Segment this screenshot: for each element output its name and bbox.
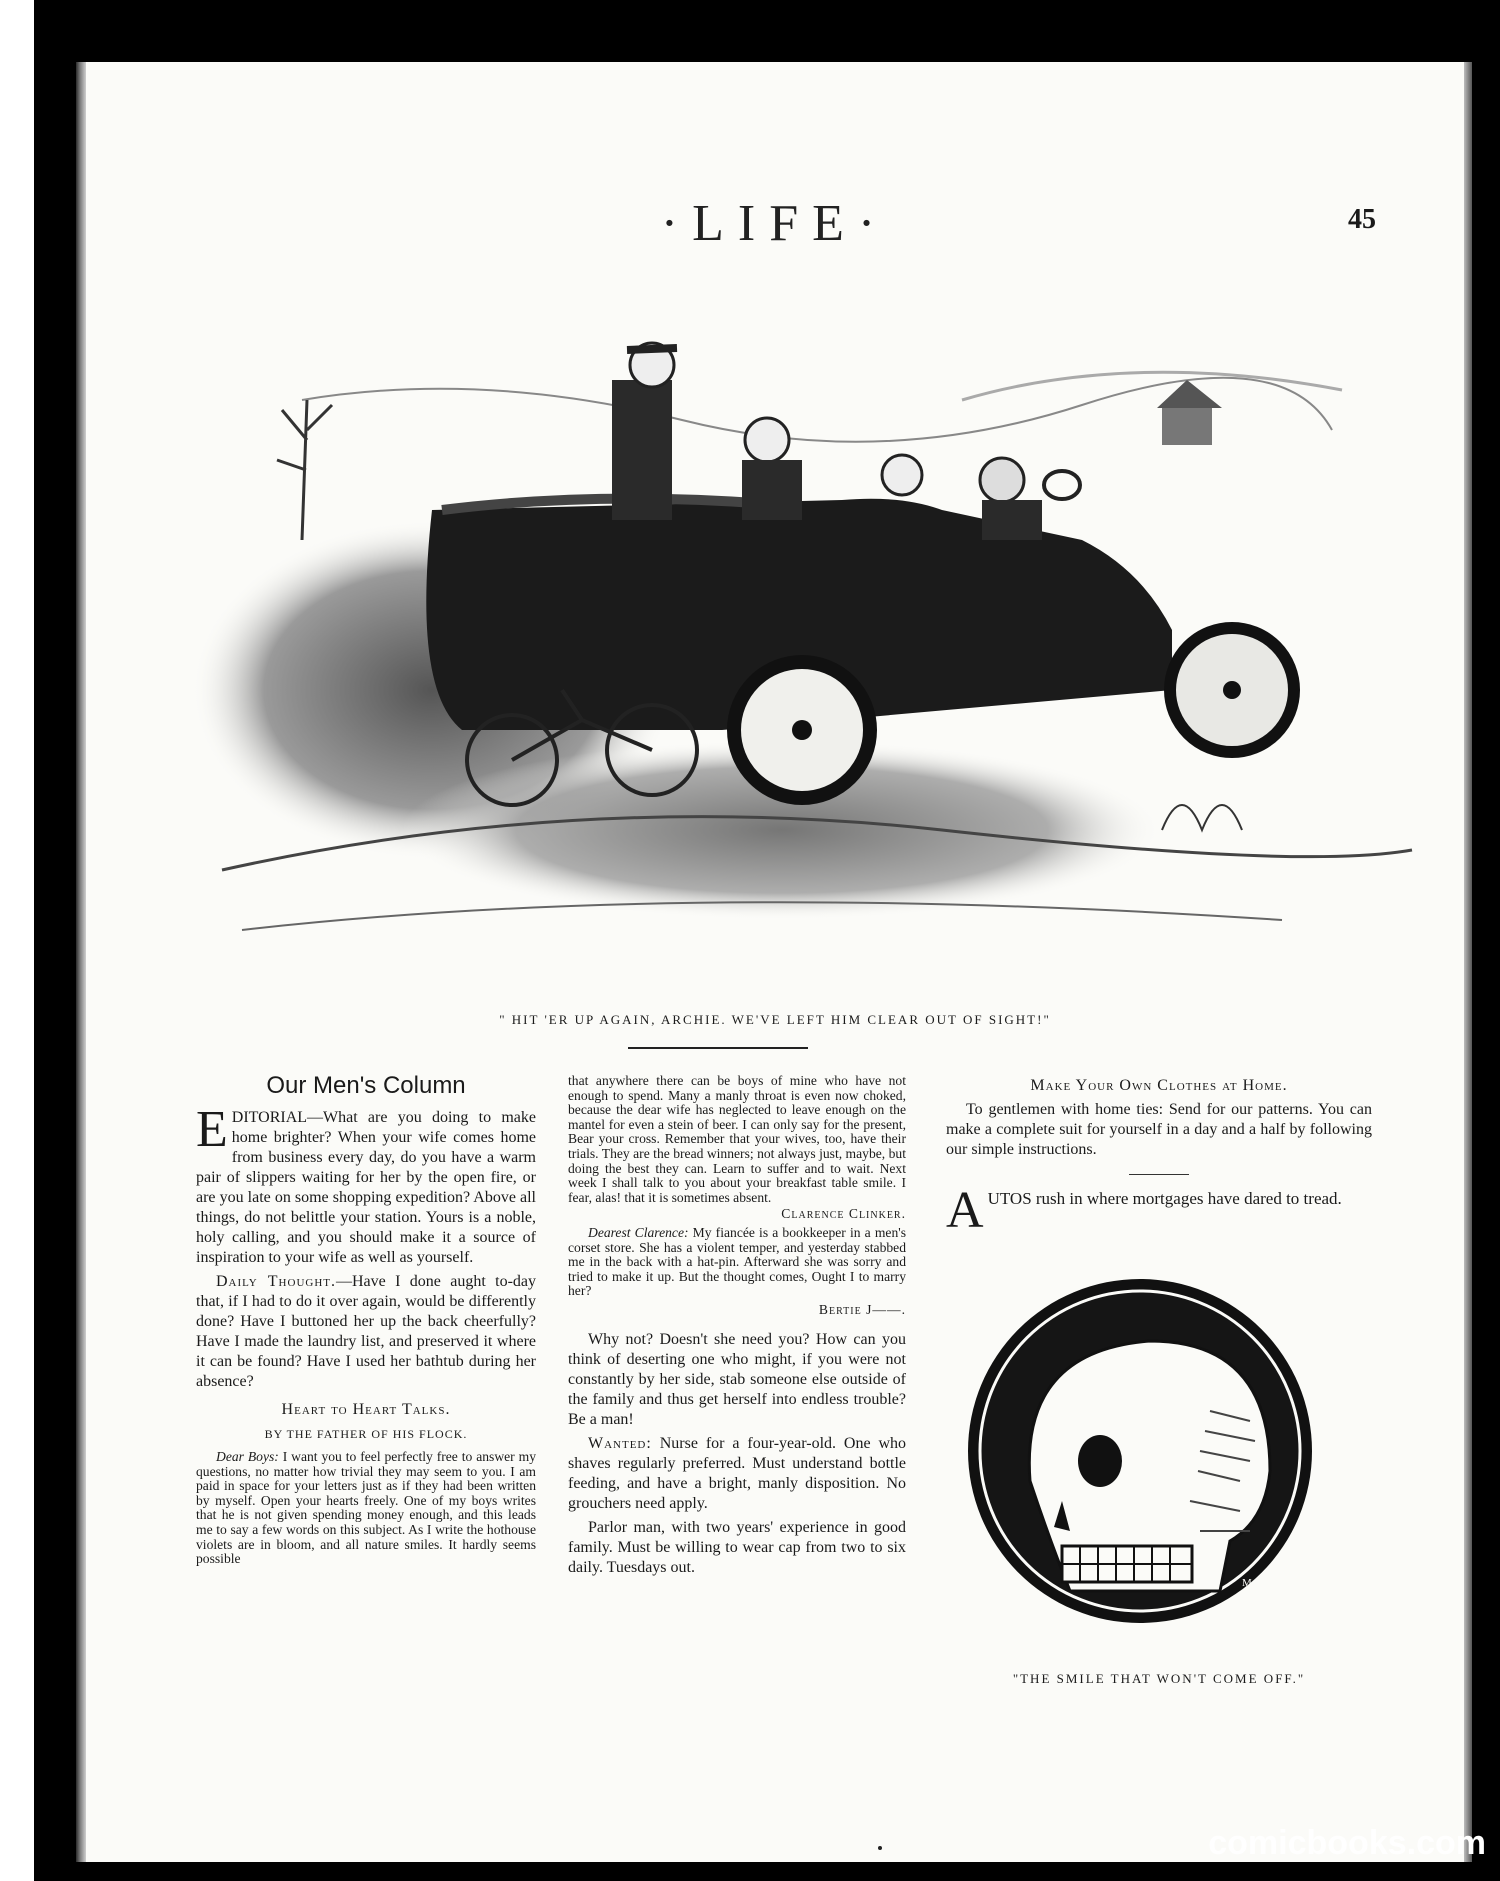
- masthead: ·LIFE·: [660, 195, 890, 252]
- page-number: 45: [1348, 204, 1376, 235]
- clothes-heading: Make Your Own Clothes at Home.: [1030, 1077, 1288, 1094]
- autos-paragraph: [946, 1182, 1372, 1239]
- letter-continuation: that anywhere there can be boys of mine who have not enough to spend. Many a manly throat is even now choked, because the dear wife has neglected to leave enough on the mantel for even a stein of beer. I can only say for the present, Bear your cross. Remember that your wives, too, have their trials. They are the bread winners; not always just, maybe, but doing the best they can. Learn to suffer and to wait. Next week I shall talk to you about your breakfast table smile. I fear, alas! that it is sometimes absent.: [568, 1073, 906, 1205]
- heart-to-heart-byline: BY THE FATHER OF HIS FLOCK.: [264, 1427, 468, 1441]
- autos-dropcap: A: [946, 1182, 984, 1239]
- editorial-paragraph: [196, 1101, 536, 1268]
- watermark: comicbooks.com: [1208, 1824, 1486, 1862]
- book-spine-edge: [76, 62, 86, 1862]
- editorial-text: DITORIAL—What are you doing to make home brighter? When your wife comes home from business every day, do you have a warm pair of slippers waiting for her by the open fire, or are you late on some shopping expedition? Above all things, do not belittle your station. Yours is a noble, holy calling, and you should make it a source of inspiration to your wife as well as yourself.: [196, 1109, 536, 1266]
- dear-boys-text: I want you to feel perfectly free to answer my questions, no matter how trivial they may seem to you. I am paid in space for your letters just as if they had been written by myself. Open your hearts freely. One of my boys writes that he is not given spending money enough, and this leads me to say a few words on this subject. As I write the hothouse violets are in bloom, and all nature smiles. It hardly seems possible: [196, 1449, 536, 1567]
- dearest-clarence-text: My fiancée is a bookkeeper in a men's corset store. She has a violent temper, and yesterday stabbed me in the back with a hat-pin. Afterward she was sorry and tried to make it up. But the thought comes, Ought I to marry her?: [568, 1224, 906, 1299]
- left-margin: [0, 0, 34, 1881]
- editorial-dropcap: E: [196, 1101, 228, 1158]
- illustration-caption: " HIT 'ER UP AGAIN, ARCHIE. WE'VE LEFT HIM CLEAR OUT OF SIGHT!": [499, 1012, 1051, 1027]
- column-title: Our Men's Column: [266, 1072, 466, 1099]
- automobile-illustration: [182, 310, 1418, 990]
- section-divider: [1129, 1174, 1189, 1175]
- signature-bertie: Bertie J——.: [818, 1301, 906, 1317]
- dearest-clarence-paragraph: [568, 1226, 906, 1299]
- wanted-label: Wanted:: [588, 1434, 652, 1452]
- right-page-edge: [1464, 62, 1472, 1862]
- column-left: [196, 1072, 536, 1571]
- signature-clarence: Clarence Clinker.: [781, 1206, 906, 1222]
- page-mark: [878, 1846, 882, 1850]
- dear-boys-label: Dear Boys:: [216, 1449, 279, 1464]
- skull-signature: M. McLean: [1242, 1577, 1294, 1589]
- wanted-text: Nurse for a four-year-old. One who shaves regularly preferred. Must understand bottle feeding, and have a bright, manly disposition. No grouchers need apply.: [568, 1434, 906, 1512]
- column-middle: [568, 1073, 906, 1582]
- reply-paragraph: Why not? Doesn't she need you? How can you think of deserting one who might, if you were not constantly by her side, stab someone else outside of the family and thus get herself into endless trouble? Be a man!: [568, 1330, 906, 1428]
- column-right: [946, 1076, 1372, 1689]
- parlor-man-paragraph: Parlor man, with two years' experience in good family. Must be willing to wear cap from two to six daily. Tuesdays out.: [568, 1518, 906, 1576]
- autos-text: UTOS rush in where mortgages have dared to tread.: [987, 1189, 1342, 1208]
- wanted-paragraph: [568, 1434, 906, 1514]
- daily-thought-label: Daily Thought.: [216, 1273, 336, 1290]
- clothes-paragraph: To gentlemen with home ties: Send for our patterns. You can make a complete suit for yourself in a day and a half by following our simple instructions.: [946, 1101, 1372, 1158]
- daily-thought-text: —Have I done aught to-day that, if I had to do it over again, would be differently done? Have I buttoned her up the back cheerfully? Have I made the laundry list, and preserved it where it can be found? Have I used her bathtub during her absence?: [196, 1273, 536, 1390]
- heart-to-heart-heading: Heart to Heart Talks.: [281, 1401, 451, 1418]
- dear-boys-paragraph: [196, 1450, 536, 1567]
- daily-thought-paragraph: [196, 1272, 536, 1392]
- skull-illustration: [950, 1261, 1330, 1641]
- skull-caption: "THE SMILE THAT WON'T COME OFF.": [1012, 1671, 1306, 1686]
- dearest-clarence-label: Dearest Clarence:: [588, 1224, 689, 1240]
- caption-divider: [628, 1047, 808, 1049]
- magazine-page: [86, 62, 1464, 1862]
